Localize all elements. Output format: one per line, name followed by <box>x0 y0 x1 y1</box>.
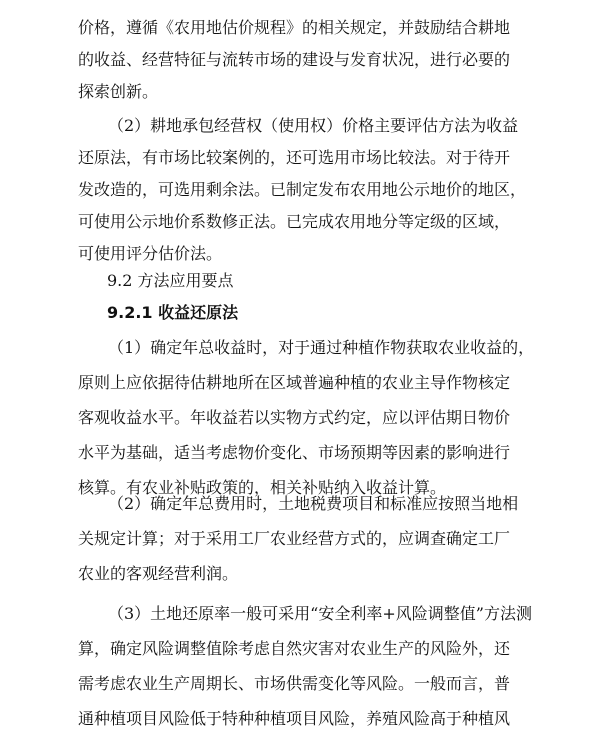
paragraph-4-line-1: （2）确定年总费用时，土地税费项目和标准应按照当地相 <box>108 494 519 513</box>
subsection-heading: 9.2.1 收益还原法 <box>107 303 239 322</box>
paragraph-3-line-2: 原则上应依据待估耕地所在区域普遍种植的农业主导作物核定 <box>78 373 511 392</box>
paragraph-5-line-3: 需考虑农业生产周期长、市场供需变化等风险。一般而言，普 <box>78 674 511 693</box>
paragraph-3-line-4: 水平为基础，适当考虑物价变化、市场预期等因素的影响进行 <box>78 443 511 462</box>
paragraph-1-line-2: 的收益、经营特征与流转市场的建设与发育状况，进行必要的 <box>78 50 511 69</box>
paragraph-3-line-1: （1）确定年总收益时，对于通过种植作物获取农业收益的， <box>108 338 535 357</box>
paragraph-3-line-3: 客观收益水平。年收益若以实物方式约定，应以评估期日物价 <box>78 408 511 427</box>
section-heading: 9.2 方法应用要点 <box>107 271 234 290</box>
paragraph-5-line-2: 算，确定风险调整值除考虑自然灾害对农业生产的风险外，还 <box>78 639 511 658</box>
paragraph-3-line-5: 核算。有农业补贴政策的，相关补贴纳入收益计算。 <box>78 478 447 497</box>
paragraph-2-line-2: 还原法，有市场比较案例的，还可选用市场比较法。对于待开 <box>78 148 511 167</box>
paragraph-5-line-4: 通种植项目风险低于特种种植项目风险，养殖风险高于种植风 <box>78 709 511 728</box>
paragraph-5-line-1: （3）土地还原率一般可采用“安全利率+风险调整值”方法测 <box>108 604 532 623</box>
paragraph-2-line-5: 可使用评分估价法。 <box>78 244 223 263</box>
paragraph-2-line-1: （2）耕地承包经营权（使用权）价格主要评估方法为收益 <box>108 116 519 135</box>
paragraph-1-line-1: 价格，遵循《农用地估价规程》的相关规定，并鼓励结合耕地 <box>78 18 511 37</box>
paragraph-2-line-4: 可使用公示地价系数修正法。已完成农用地分等定级的区域， <box>78 212 511 231</box>
paragraph-1-line-3: 探索创新。 <box>78 82 159 101</box>
paragraph-4-line-3: 农业的客观经营利润。 <box>78 564 239 583</box>
paragraph-2-line-3: 发改造的，可选用剩余法。已制定发布农用地公示地价的地区， <box>78 180 527 199</box>
paragraph-4-line-2: 关规定计算；对于采用工厂农业经营方式的，应调查确定工厂 <box>78 529 511 548</box>
